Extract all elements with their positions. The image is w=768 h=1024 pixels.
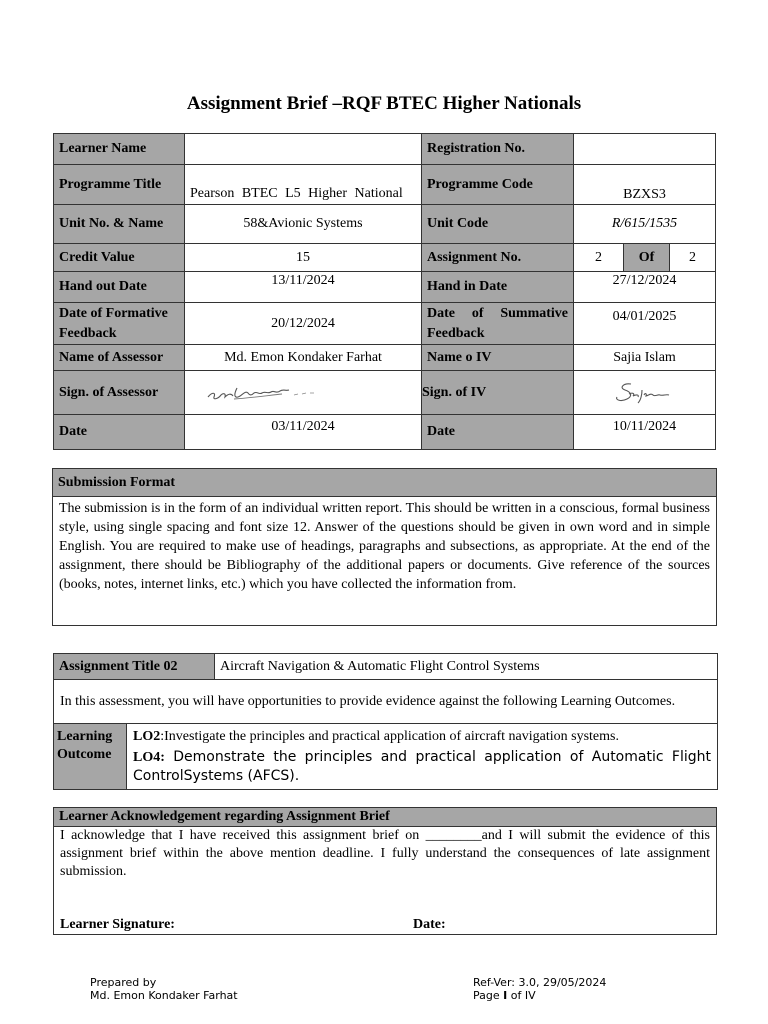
handout-value: 13/11/2024: [185, 272, 422, 303]
handin-value: 27/12/2024: [574, 272, 716, 303]
assignment-no-label: Assignment No.: [422, 244, 574, 272]
assignment-title-value: Aircraft Navigation & Automatic Flight Control Systems: [215, 654, 718, 680]
unit-code-value: R/615/1535: [574, 205, 716, 244]
learner-info-table: [53, 133, 716, 450]
prepared-by-name: Md. Emon Kondaker Farhat: [90, 989, 238, 1002]
submission-format-body: The submission is in the form of an individual written report. This should be written in a conscious, formal business style, using single spacing and font size 12. Answer of the questions should be given in own word and in simple English. You are required to make use of headings, paragraphs and subsections, as appropriate. At the end of the assignment, there should be Bibliography of the additional papers or documents. Give reference of the sources (books, notes, internet links, etc.) which you have collected the information from.: [53, 497, 717, 626]
acknowledgement-body: I acknowledge that I have received this assignment brief on ________and I will submit the evidence of this assignment brief within the above mention deadline. I fully understand the consequences of late assignment submission.: [60, 828, 710, 879]
iv-date-label: Date: [422, 415, 574, 450]
iv-signature-mark: [611, 380, 681, 406]
unit-value: 58&Avionic Systems: [185, 205, 422, 244]
learner-date-label[interactable]: Date:: [413, 917, 446, 932]
credit-label: Credit Value: [54, 244, 185, 272]
learner-name-field[interactable]: [185, 134, 422, 165]
footer-left: [90, 976, 238, 1002]
iv-name-label: Name o IV: [422, 345, 574, 371]
registration-field[interactable]: [574, 134, 716, 165]
assessor-signature-mark: [204, 382, 324, 404]
assessor-date-value: 03/11/2024: [185, 415, 422, 450]
programme-title-label: Programme Title: [54, 165, 185, 205]
learning-outcome-label: Learning Outcome: [54, 724, 127, 790]
lo4-text: Demonstrate the principles and practical application of Automatic Flight ControlSystems (AFCS).: [133, 749, 711, 784]
unit-label: Unit No. & Name: [54, 205, 185, 244]
ref-version: Ref-Ver: 3.0, 29/05/2024: [473, 976, 607, 989]
of-label: Of: [624, 244, 670, 272]
assessor-name-value: Md. Emon Kondaker Farhat: [185, 345, 422, 371]
summative-label: Date of Summative Feedback: [422, 303, 574, 345]
iv-date-value: 10/11/2024: [574, 415, 716, 450]
submission-format-table: [52, 468, 717, 626]
page-number: Page I of IV: [473, 989, 536, 1002]
registration-label: Registration No.: [422, 134, 574, 165]
lo2-item: [133, 727, 711, 746]
assessor-date-label: Date: [54, 415, 185, 450]
iv-sign-label: Sign. of IV: [422, 371, 574, 415]
assessor-name-label: Name of Assessor: [54, 345, 185, 371]
learning-outcome-list: [127, 724, 718, 790]
acknowledgement-body-cell: [54, 827, 717, 935]
assignment-title-label: Assignment Title 02: [54, 654, 215, 680]
assignment-intro: In this assessment, you will have opportunities to provide evidence against the following Learning Outcomes.: [54, 680, 718, 724]
submission-format-header: Submission Format: [53, 469, 717, 497]
programme-title-value: Pearson BTEC L5 Higher National: [185, 165, 422, 205]
formative-value: 20/12/2024: [185, 303, 422, 345]
summative-value: 04/01/2025: [574, 303, 716, 345]
programme-code-value: BZXS3: [574, 165, 716, 205]
credit-value: 15: [185, 244, 422, 272]
assessor-signature: [185, 371, 422, 415]
learner-name-label: Learner Name: [54, 134, 185, 165]
handin-label: Hand in Date: [422, 272, 574, 303]
lo4-code: LO4:: [133, 750, 165, 765]
assessor-sign-label: Sign. of Assessor: [54, 371, 185, 415]
lo4-item: [133, 748, 711, 786]
lo2-code: LO2: [133, 729, 161, 744]
footer-right: [473, 976, 606, 1002]
of-value: 2: [670, 244, 716, 272]
iv-name-value: Sajia Islam: [574, 345, 716, 371]
learner-signature-label[interactable]: Learner Signature:: [60, 917, 175, 932]
acknowledgement-table: [53, 807, 717, 935]
handout-label: Hand out Date: [54, 272, 185, 303]
assignment-no-value: 2: [574, 244, 624, 272]
acknowledgement-header: Learner Acknowledgement regarding Assignment Brief: [54, 808, 717, 827]
unit-code-label: Unit Code: [422, 205, 574, 244]
assignment-title-table: [53, 653, 718, 790]
page-title: Assignment Brief –RQF BTEC Higher Nationals: [186, 93, 582, 114]
lo2-text: :Investigate the principles and practical application of aircraft navigation systems.: [160, 729, 619, 744]
prepared-by-label: Prepared by: [90, 976, 157, 989]
programme-code-label: Programme Code: [422, 165, 574, 205]
iv-signature: [574, 371, 716, 415]
formative-label: Date of Formative Feedback: [54, 303, 185, 345]
